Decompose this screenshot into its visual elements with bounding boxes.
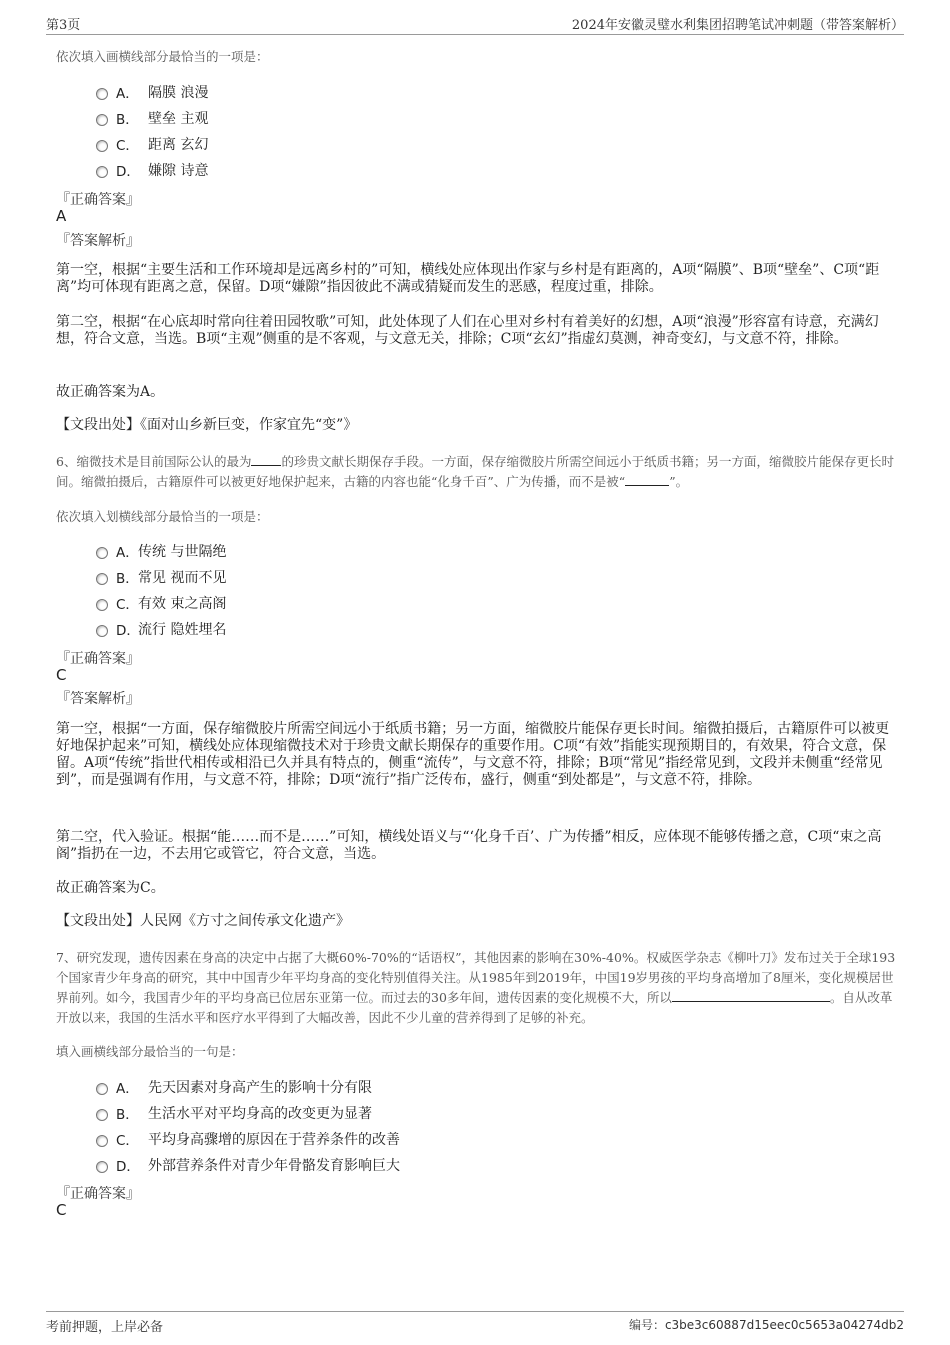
option-letter: A． xyxy=(116,545,139,561)
radio-icon[interactable] xyxy=(96,599,108,611)
q6-option-a[interactable] xyxy=(96,541,226,561)
q7-prompt: 填入画横线部分最恰当的一句是： xyxy=(56,1044,244,1059)
option-text: 外部营养条件对青少年骨骼发育影响巨大 xyxy=(148,1158,400,1174)
radio-icon[interactable] xyxy=(96,1083,108,1095)
q6-analysis-p1: 第一空，根据“一方面，保存缩微胶片所需空间远小于纸质书籍；另一方面，缩微胶片能保存更长时间。缩微拍摄后，古籍原件可以被更好地保护起来”可知，横线处应体现缩微技术对于珍贵文献长期保存的重要作用。C项“有效”指能实现预期目的，有效果，符合文意，保留。A项“传统”指世代相传或相沿已久并具有特点的，侧重“流传”，与文意不符，排除；B项“常见”指经常见到，文段并未侧重“经常见到”，而是强调有作用，与文意不符，排除；D项“流行”指广泛传布，盛行，侧重“到处都是”，与文意不符，排除。 xyxy=(56,721,890,788)
document-code: 编号：c3be3c60887d15eec0c5653a04274db2 xyxy=(628,1318,904,1332)
radio-icon[interactable] xyxy=(96,114,108,126)
q6-answer-label: 『正确答案』 xyxy=(56,651,140,667)
radio-icon[interactable] xyxy=(96,1109,108,1121)
page-footer xyxy=(46,1311,904,1336)
option-letter: C． xyxy=(116,138,139,154)
option-text: 壁垒 主观 xyxy=(148,111,209,127)
q6-analysis-label: 『答案解析』 xyxy=(56,691,140,707)
q5-option-c[interactable] xyxy=(96,134,208,154)
radio-icon[interactable] xyxy=(96,140,108,152)
q7-option-b[interactable] xyxy=(96,1103,372,1123)
q7-option-c[interactable] xyxy=(96,1129,400,1149)
option-letter: D． xyxy=(116,164,140,180)
option-letter: B． xyxy=(116,112,139,128)
option-letter: D． xyxy=(116,1159,140,1175)
option-letter: C． xyxy=(116,597,139,613)
q6-source: 【文段出处】人民网《方寸之间传承文化遗产》 xyxy=(56,913,350,929)
option-text: 平均身高骤增的原因在于营养条件的改善 xyxy=(148,1132,400,1148)
radio-icon[interactable] xyxy=(96,1135,108,1147)
q5-analysis-p3: 故正确答案为A。 xyxy=(56,384,165,400)
option-text: 先天因素对身高产生的影响十分有限 xyxy=(148,1080,372,1096)
radio-icon[interactable] xyxy=(96,547,108,559)
radio-icon[interactable] xyxy=(96,573,108,585)
fill-blank xyxy=(672,989,830,1002)
q6-answer: C xyxy=(56,666,67,684)
radio-icon[interactable] xyxy=(96,166,108,178)
q5-answer: A xyxy=(56,207,67,225)
option-text: 距离 玄幻 xyxy=(148,137,209,153)
document-title: 2024年安徽灵璧水利集团招聘笔试冲刺题（带答案解析） xyxy=(571,18,904,33)
q6-option-b[interactable] xyxy=(96,567,226,587)
page-number: 第3页 xyxy=(46,18,81,33)
option-text: 有效 束之高阁 xyxy=(138,596,227,612)
option-text: 常见 视而不见 xyxy=(138,570,227,586)
q5-source: 【文段出处】《面对山乡新巨变，作家宜先“变”》 xyxy=(56,417,358,433)
radio-icon[interactable] xyxy=(96,88,108,100)
option-text: 隔膜 浪漫 xyxy=(148,85,209,101)
fill-blank xyxy=(625,473,669,486)
q6-stem: 6、缩微技术是目前国际公认的最为 的珍贵文献长期保存手段。一方面，保存缩微胶片所需空间远小于纸质书籍；另一方面，缩微胶片能保存更长时间。缩微拍摄后，古籍原件可以被更好地保护起来，古籍的内容也能“化身千百”、广为传播，而不是被“ ”。 xyxy=(56,454,894,489)
q5-analysis-p2: 第二空，根据“在心底却时常向往着田园牧歌”可知，此处体现了人们在心里对乡村有着美好的幻想，A项“浪漫”形容富有诗意，充满幻想，符合文意，当选。B项“主观”侧重的是不客观，与文意无关，排除；C项“玄幻”指虚幻莫测，神奇变幻，与文意不符，排除。 xyxy=(56,314,879,347)
q6-prompt: 依次填入划横线部分最恰当的一项是： xyxy=(56,509,269,524)
option-text: 嫌隙 诗意 xyxy=(148,163,209,179)
q7-stem: 7、研究发现，遗传因素在身高的决定中占据了大概60%-70%的“话语权”，其他因素的影响在30%-40%。权威医学杂志《柳叶刀》发布过关于全球193个国家青少年身高的研究，其中中国青少年平均身高的变化特别值得关注。从1985年到2019年，中国19岁男孩的平均身高增加了8厘米，变化规模居世界前列。如今，我国青少年的平均身高已位居东亚第一位。而过去的30多年间，遗传因素的变化规模不大，所以 。自从改革开放以来，我国的生活水平和医疗水平得到了大幅改善，因此不少儿童的营养得到了足够的补充。 xyxy=(56,950,896,1025)
q5-option-d[interactable] xyxy=(96,160,208,180)
option-letter: D． xyxy=(116,623,140,639)
option-letter: B． xyxy=(116,1107,139,1123)
page-header xyxy=(46,12,904,35)
q5-option-b[interactable] xyxy=(96,108,208,128)
radio-icon[interactable] xyxy=(96,1161,108,1173)
q7-answer-label: 『正确答案』 xyxy=(56,1186,140,1202)
q5-analysis-label: 『答案解析』 xyxy=(56,233,140,249)
q5-answer-label: 『正确答案』 xyxy=(56,192,140,208)
option-letter: A． xyxy=(116,86,139,102)
radio-icon[interactable] xyxy=(96,625,108,637)
q5-analysis-p1: 第一空，根据“主要生活和工作环境却是远离乡村的”可知，横线处应体现出作家与乡村是有距离的，A项“隔膜”、B项“壁垒”、C项“距离”均可体现有距离之意，保留。D项“嫌隙”指因彼此不满或猜疑而发生的恶感，程度过重，排除。 xyxy=(56,262,880,295)
q5-prompt: 依次填入画横线部分最恰当的一项是： xyxy=(56,49,269,64)
q7-option-a[interactable] xyxy=(96,1077,372,1097)
q7-option-d[interactable] xyxy=(96,1155,400,1175)
q5-option-a[interactable] xyxy=(96,82,208,102)
footer-slogan: 考前押题，上岸必备 xyxy=(46,1320,164,1335)
q6-option-d[interactable] xyxy=(96,619,226,639)
option-text: 生活水平对平均身高的改变更为显著 xyxy=(148,1106,372,1122)
option-letter: B． xyxy=(116,571,139,587)
option-letter: A． xyxy=(116,1081,139,1097)
q6-analysis-p3: 故正确答案为C。 xyxy=(56,880,165,896)
option-text: 流行 隐姓埋名 xyxy=(138,622,227,638)
q6-analysis-p2: 第二空，代入验证。根据“能……而不是……”可知，横线处语义与“‘化身千百’、广为传播”相反，应体现不能够传播之意，C项“束之高阁”指扔在一边，不去用它或管它，符合文意，当选。 xyxy=(56,829,882,862)
fill-blank xyxy=(251,453,281,466)
q6-option-c[interactable] xyxy=(96,593,226,613)
option-text: 传统 与世隔绝 xyxy=(138,544,227,560)
option-letter: C． xyxy=(116,1133,139,1149)
q7-answer: C xyxy=(56,1201,67,1219)
